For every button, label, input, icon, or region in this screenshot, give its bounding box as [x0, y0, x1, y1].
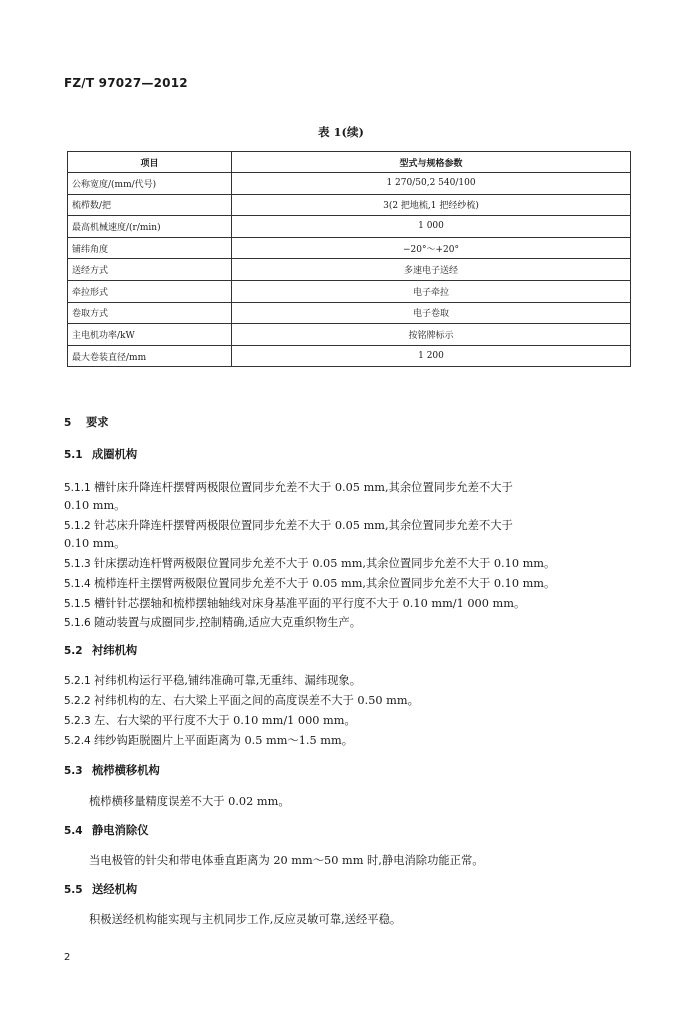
- table-row: [68, 216, 631, 238]
- standard-code: FZ/T 97027—2012: [64, 76, 188, 90]
- clause-number: 5.2.2: [64, 695, 91, 707]
- clause: [64, 555, 555, 571]
- subsection-number: 5.1: [64, 449, 83, 461]
- table-row: [68, 194, 631, 216]
- subsection-heading: [64, 881, 137, 897]
- clause: [64, 692, 419, 708]
- table-row: [68, 302, 631, 324]
- clause-text: 左、右大梁的平行度不大于 0.10 mm/1 000 mm。: [94, 714, 356, 727]
- row-label: 卷取方式: [68, 302, 232, 324]
- clause-number: 5.2.4: [64, 735, 91, 747]
- clause-number: 5.1.1: [64, 482, 91, 494]
- paragraph: 当电极管的针尖和带电体垂直距离为 20 mm～50 mm 时,静电消除功能正常。: [89, 854, 484, 867]
- clause-text: 衬纬机构的左、右大梁上平面之间的高度误差不大于 0.50 mm。: [94, 694, 419, 707]
- clause-number: 5.1.4: [64, 578, 91, 590]
- subsection-number: 5.2: [64, 645, 83, 657]
- section-heading: [64, 414, 109, 430]
- clause: [64, 672, 361, 688]
- row-label: 梳栉数/把: [68, 194, 232, 216]
- clause: [64, 575, 555, 591]
- table-caption: 表 1(续): [318, 125, 364, 139]
- page-number: 2: [64, 952, 71, 963]
- row-value: 多速电子送经: [232, 259, 631, 281]
- row-label: 送经方式: [68, 259, 232, 281]
- clause-text: 槽针针芯摆轴和梳栉摆轴轴线对床身基准平面的平行度不大于 0.10 mm/1 000 mm。: [94, 597, 526, 610]
- row-value: 1 000: [232, 216, 631, 238]
- row-value: 3(2 把地梳,1 把经纱梳): [232, 194, 631, 216]
- row-label: 主电机功率/kW: [68, 324, 232, 346]
- subsection-title: 梳栉横移机构: [92, 763, 160, 777]
- clause: [64, 732, 353, 748]
- subsection-heading: [64, 642, 137, 658]
- clause-text: 针芯床升降连杆摆臂两极限位置同步允差不大于 0.05 mm,其余位置同步允差不大于: [94, 519, 513, 532]
- row-value: 电子牵拉: [232, 280, 631, 302]
- column-header-spec: 型式与规格参数: [232, 152, 631, 173]
- row-value: 电子卷取: [232, 302, 631, 324]
- clause-text: 纬纱钩距脱圈片上平面距离为 0.5 mm～1.5 mm。: [94, 734, 354, 747]
- row-value: 按铭牌标示: [232, 324, 631, 346]
- paragraph: 梳栉横移量精度误差不大于 0.02 mm。: [89, 795, 290, 808]
- clause-continuation: 0.10 mm。: [64, 537, 126, 550]
- table-row: [68, 345, 631, 367]
- row-value: 1 200: [232, 345, 631, 367]
- table-header-row: [68, 152, 631, 173]
- clause: [64, 595, 525, 611]
- table-row: [68, 280, 631, 302]
- section-number: 5: [64, 417, 72, 429]
- subsection-number: 5.4: [64, 825, 83, 837]
- clause-number: 5.1.2: [64, 520, 91, 532]
- row-value: 1 270/50,2 540/100: [232, 173, 631, 195]
- row-label: 铺纬角度: [68, 237, 232, 259]
- row-label: 公称宽度/(mm/代号): [68, 173, 232, 195]
- subsection-heading: [64, 822, 149, 838]
- subsection-heading: [64, 762, 160, 778]
- clause-number: 5.1.6: [64, 617, 91, 629]
- clause: [64, 479, 513, 495]
- column-header-item: 项目: [68, 152, 232, 173]
- clause-number: 5.2.3: [64, 715, 91, 727]
- paragraph: 积极送经机构能实现与主机同步工作,反应灵敏可靠,送经平稳。: [89, 913, 402, 926]
- section-title: 要求: [86, 415, 109, 429]
- clause-number: 5.2.1: [64, 675, 91, 687]
- clause: [64, 517, 513, 533]
- clause-continuation: 0.10 mm。: [64, 499, 126, 512]
- clause: [64, 614, 361, 630]
- row-label: 牵拉形式: [68, 280, 232, 302]
- subsection-number: 5.5: [64, 884, 83, 896]
- row-value: −20°～+20°: [232, 237, 631, 259]
- table-row: [68, 259, 631, 281]
- clause-text: 针床摆动连杆臂两极限位置同步允差不大于 0.05 mm,其余位置同步允差不大于 0.10 mm。: [94, 557, 556, 570]
- subsection-title: 送经机构: [92, 882, 138, 896]
- row-label: 最大卷装直径/mm: [68, 345, 232, 367]
- clause-text: 随动装置与成圈同步,控制精确,适应大克重织物生产。: [94, 616, 362, 629]
- subsection-title: 衬纬机构: [92, 643, 138, 657]
- clause-number: 5.1.5: [64, 598, 91, 610]
- table-row: [68, 324, 631, 346]
- subsection-number: 5.3: [64, 765, 83, 777]
- clause-text: 梳栉连杆主摆臂两极限位置同步允差不大于 0.05 mm,其余位置同步允差不大于 0.10 mm。: [94, 577, 556, 590]
- clause-text: 槽针床升降连杆摆臂两极限位置同步允差不大于 0.05 mm,其余位置同步允差不大于: [94, 481, 513, 494]
- subsection-heading: [64, 446, 137, 462]
- clause-number: 5.1.3: [64, 558, 91, 570]
- subsection-title: 静电消除仪: [92, 823, 149, 837]
- clause: [64, 712, 356, 728]
- subsection-title: 成圈机构: [92, 447, 138, 461]
- table-row: [68, 237, 631, 259]
- clause-text: 衬纬机构运行平稳,铺纬准确可靠,无重纬、漏纬现象。: [94, 674, 362, 687]
- table-row: [68, 173, 631, 195]
- spec-table: [67, 151, 631, 367]
- row-label: 最高机械速度/(r/min): [68, 216, 232, 238]
